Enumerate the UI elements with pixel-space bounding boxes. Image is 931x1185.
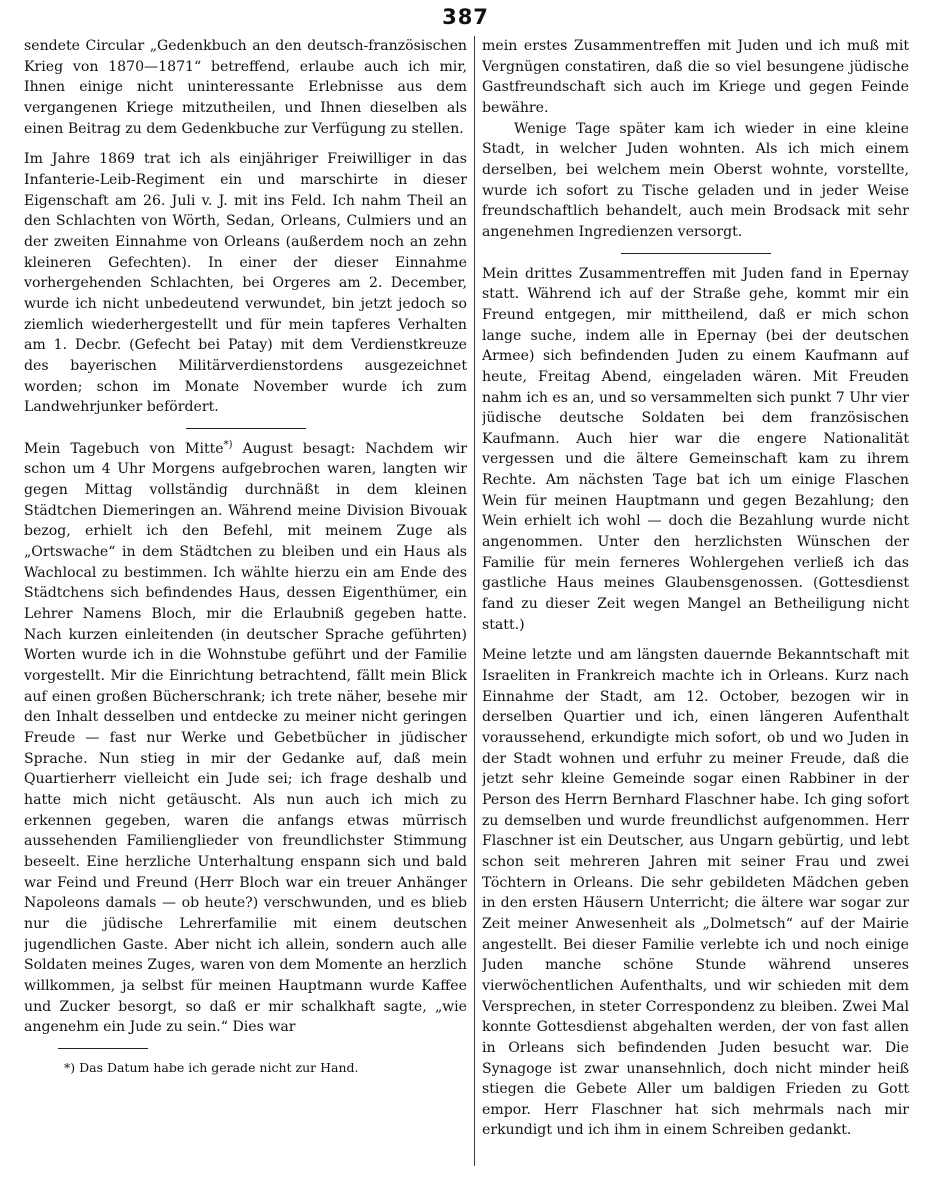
page-number: 387 bbox=[442, 5, 489, 29]
right-paragraph-orleans: Meine letzte und am längsten dauernde Bekanntschaft mit Israeliten in Frankreich machte ich in Orleans. Kurz nach Einnahme der Stadt, am 12. October, bezogen wir in derselben Quartier und ich, einen längeren Aufenthalt voraussehend, erkundigte mich sofort, ob und wo Juden in der Stadt wohnen und erfuhr zu meiner Freude, daß die jetzt sehr kleine Gemeinde sogar einen Rabbiner in der Person des Herrn Bernhard Flaschner habe. Ich ging sofort zu demselben und wurde freundlichst aufgenommen. Herr Flaschner ist ein Deutscher, aus Ungarn gebürtig, und lebt schon seit mehreren Jahren mit seiner Frau und zwei Töchtern in Orleans. Die sehr gebildeten Mädchen geben in den ersten Häusern Unterricht; die ältere war sogar zur Zeit meiner Anwesenheit als „Dolmetsch“ auf der Mairie angestellt. Bei dieser Familie verlebte ich und noch einige Juden manche schöne Stunde während unseres vierwöchentlichen Aufenthalts, und wir schieden mit dem Versprechen, in steter Correspondenz zu bleiben. Zwei Mal konnte Gottesdienst abgehalten werden, der von fast allen in Orleans sich befindenden Juden besucht war. Die Synagoge ist zwar unansehnlich, doch nicht minder heiß stiegen die Gebete Aller um baldigen Frieden zu Gott empor. Herr Flaschner hat sich mehrmals nach mir erkundigt und ich ihm in einem Schreiben gedankt. bbox=[482, 647, 909, 1139]
right-paragraph-first-meeting: mein erstes Zusammentreffen mit Juden und ich muß mit Vergnügen constatiren, daß die so viel besungene jüdische Gastfreundschaft sich auch im Kriege und gegen Feinde bewähre. bbox=[482, 38, 909, 116]
left-paragraph-service: Im Jahre 1869 trat ich als einjähriger Freiwilliger in das Infanterie-Leib-Regiment ein und marschirte in dieser Eigenschaft am 26. Juli v. J. mit ins Feld. Ich nahm Theil an den Schlachten von Wörth, Sedan, Orleans, Culmiers und an der zweiten Einnahme von Orleans (außerdem noch an zehn kleineren Gefechten). In einer der dieser Einnahme vorhergehenden Schlachten, bei Orgeres am 2. December, wurde ich nicht unbedeutend verwundet, bin jetzt jedoch so ziemlich wiederhergestellt und für mein tapferes Verhalten am 1. Decbr. (Gefecht bei Patay) mit dem Verdienstkreuze des bayerischen Militärverdienstordens ausgezeichnet worden; schon im Monate November wurde ich zum Landwehrjunker befördert. bbox=[24, 151, 467, 416]
diary-text-start: Mein Tagebuch von Mitte bbox=[24, 440, 224, 457]
diary-text-rest: August besagt: Nachdem wir schon um 4 Uhr Morgens aufgebrochen waren, langten wir gegen Mittag vollständig durchnäßt in dem kleinen Städtchen Diemeringen an. Während meine Division Bivouak bezog, erhielt ich den Befehl, mit meinem Zuge als „Ortswache“ in dem Städtchen zu bleiben und ein Haus als Wachlocal zu bestimmen. Ich wählte hierzu ein am Ende des Städtchens sich befindendes Haus, dessen Eigenthümer, ein Lehrer Namens Bloch, mir die Erlaubniß gegeben hatte. Nach kurzen einleitenden (in deutscher Sprache geführten) Worten wurde ich in die Wohnstube geführt und der Familie vorgestellt. Mir die Einrichtung betrachtend, fällt mein Blick auf einen großen Bücherschrank; ich trete näher, besehe mir den Inhalt desselben und entdecke zu meiner nicht geringen Freude — fast nur Werke und Gebetbücher in jüdischer Sprache. Nun stieg in mir der Gedanke auf, daß mein Quartierherr vielleicht ein Jude sei; ich frage deshalb und hatte mich nicht getäuscht. Als nun auch ich mich zu erkennen gegeben, waren die anfangs etwas mürrisch aussehenden Familienglieder von freundlichster Stimmung beseelt. Eine herzliche Unterhaltung enspann sich und bald war Feind und Freund (Herr Bloch war ein treuer Anhänger Napoleons damals — ob heute?) verschwunden, und es blieb nur die jüdische Lehrerfamilie mit einem deutschen jugendlichen Gaste. Aber nicht ich allein, sondern auch alle Soldaten meines Zuges, waren von dem Momente an herzlich willkommen, ja selbst für meinen Hauptmann wurde Kaffee und Zucker besorgt, so daß er mir schalkhaft sagte, „wie angenehm ein Jude zu sein.“ Dies war bbox=[24, 440, 467, 1036]
right-paragraph-second-meeting: Wenige Tage später kam ich wieder in eine kleine Stadt, in welcher Juden wohnten. Als ich mich einem derselben, bei welchem mein Oberst wohnte, vorstellte, wurde ich sofort zu Tische geladen und in jeder Weise freundschaftlich behandelt, auch mein Brodsack mit sehr angenehmen Ingredienzen versorgt. bbox=[482, 120, 909, 240]
section-divider bbox=[186, 428, 306, 429]
section-divider bbox=[621, 253, 771, 254]
left-paragraph-diary bbox=[24, 439, 467, 1038]
right-paragraph-epernay: Mein drittes Zusammentreffen mit Juden fand in Epernay statt. Während ich auf der Straße gehe, kommt mir ein Freund entgegen, mir mittheilend, daß er mich schon lange suche, indem alle in Epernay (bei der deutschen Armee) sich befindenden Juden zu einem Kaufmann auf heute, Freitag Abend, eingeladen wären. Mit Freuden nahm ich es an, und so versammelten sich punkt 7 Uhr vier jüdische deutsche Soldaten bei dem französischen Kaufmann. Auch hier war die engere Nationalität vergessen und die ältere Gemeinschaft kam zu ihrem Rechte. Am nächsten Tage bat ich um einige Flaschen Wein für meinen Hauptmann und gegen Bezahlung; den Wein erhielt ich wohl — doch die Bezahlung wurde nicht angenommen. Unter den herzlichsten Wünschen der Familie für mein ferneres Wohlergehen verließ ich das gastliche Haus meines Glaubensgenossen. (Gottesdienst fand zu dieser Zeit wegen Mangel an Betheiligung nicht statt.) bbox=[482, 265, 909, 633]
column-divider bbox=[474, 36, 475, 1166]
right-column bbox=[482, 36, 909, 1177]
footnote-reference: *) bbox=[223, 439, 233, 451]
footnote: *) Das Datum habe ich gerade nicht zur Hand. bbox=[64, 1059, 359, 1075]
footnote-divider bbox=[58, 1048, 148, 1049]
left-paragraph-circular: sendete Circular „Gedenkbuch an den deutsch-französischen Krieg von 1870—1871“ betreffend, erlaube auch ich mir, Ihnen einige nicht uninteressante Erlebnisse aus dem vergangenen Kriege mitzutheilen, und Ihnen dieselben als einen Beitrag zu dem Gedenkbuche zur Verfügung zu stellen. bbox=[24, 38, 467, 137]
left-column bbox=[24, 36, 467, 1177]
